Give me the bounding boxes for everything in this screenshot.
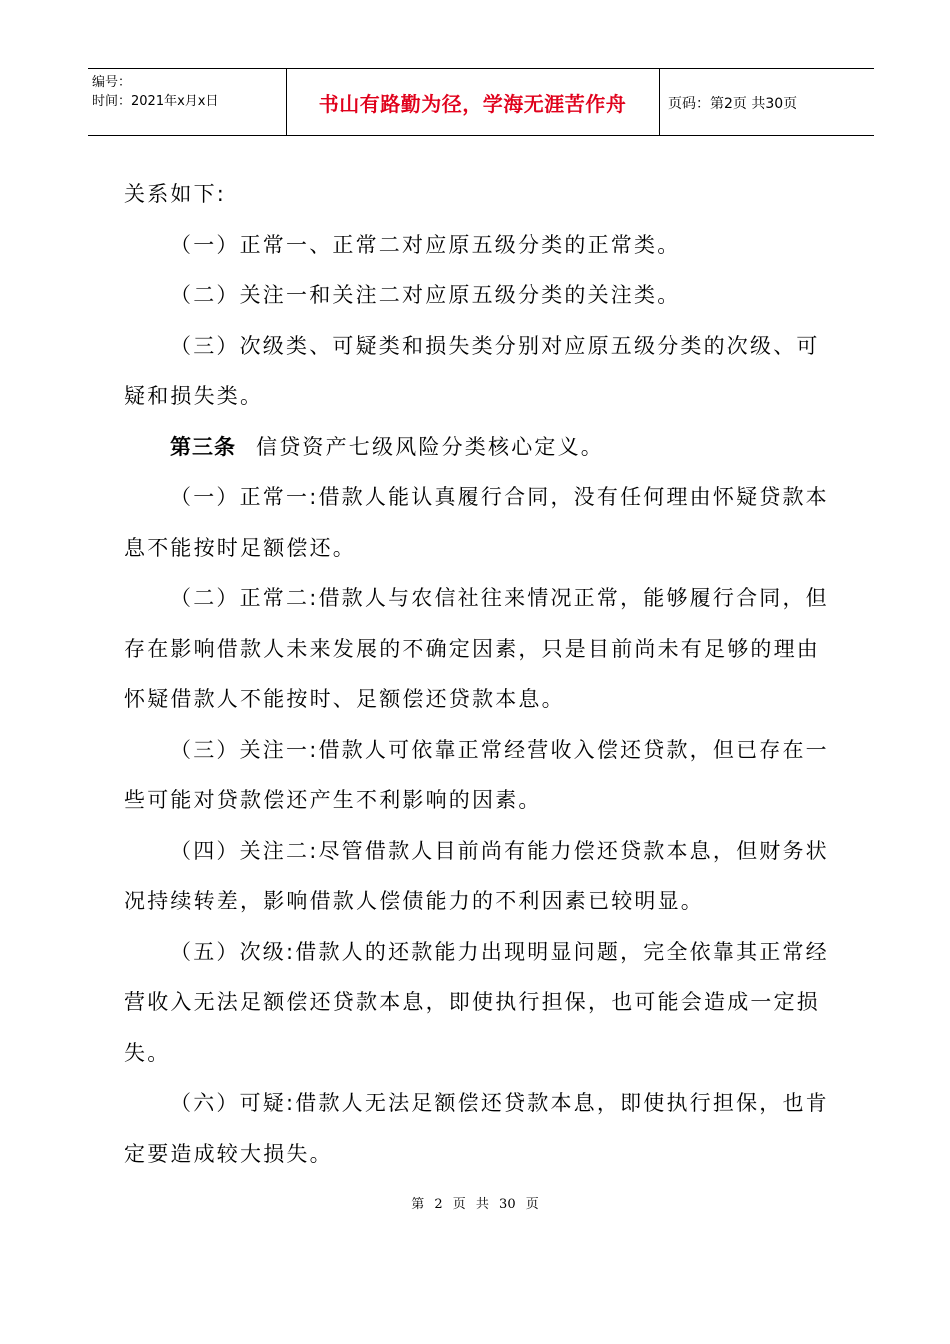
paragraph-substandard: （五）次级:借款人的还款能力出现明显问题，完全依靠其正常经营收入无法足额偿还贷款本息，即使执行担保，也可能会造成一定损失。 (124, 939, 829, 1065)
article-3-text: 信贷资产七级风险分类核心定义。 (256, 434, 604, 459)
page-footer: 第 2 页 共 30 页 (411, 1197, 539, 1212)
header-meta (92, 73, 286, 111)
page-header (88, 68, 874, 136)
header-divider-right (659, 69, 660, 135)
paragraph-item-1: （一）正常一、正常二对应原五级分类的正常类。 (170, 232, 681, 257)
document-body (124, 169, 840, 1179)
paragraph-item-2: （二）关注一和关注二对应原五级分类的关注类。 (170, 283, 681, 307)
header-motto: 书山有路勤为径，学海无涯苦作舟 (318, 92, 627, 116)
article-3-heading: 第三条 (170, 434, 236, 459)
paragraph-normal-1: （一）正常一:借款人能认真履行合同，没有任何理由怀疑贷款本息不能按时足额偿还。 (124, 485, 829, 560)
paragraph-attention-2: （四）关注二:尽管借款人目前尚有能力偿还贷款本息，但财务状况持续转差，影响借款人偿债能力的不利因素已较明显。 (124, 838, 829, 913)
document-time-label: 时间：2021年x月x日 (92, 94, 219, 109)
paragraph-item-3: （三）次级类、可疑类和损失类分别对应原五级分类的次级、可疑和损失类。 (124, 333, 820, 408)
document-number-label: 编号： (92, 75, 132, 90)
paragraph-relation-intro: 关系如下: (124, 182, 227, 206)
paragraph-attention-1: （三）关注一:借款人可依靠正常经营收入偿还贷款，但已存在一些可能对贷款偿还产生不利影响的因素。 (124, 737, 829, 812)
paragraph-doubtful: （六）可疑:借款人无法足额偿还贷款本息，即使执行担保，也肯定要造成较大损失。 (124, 1091, 829, 1166)
paragraph-article-3 (124, 422, 840, 473)
header-page-indicator: 页码：第2页 共30页 (668, 96, 798, 112)
paragraph-normal-2: （二）正常二:借款人与农信社往来情况正常，能够履行合同，但存在影响借款人未来发展的不确定因素，只是目前尚未有足够的理由怀疑借款人不能按时、足额偿还贷款本息。 (124, 586, 829, 711)
